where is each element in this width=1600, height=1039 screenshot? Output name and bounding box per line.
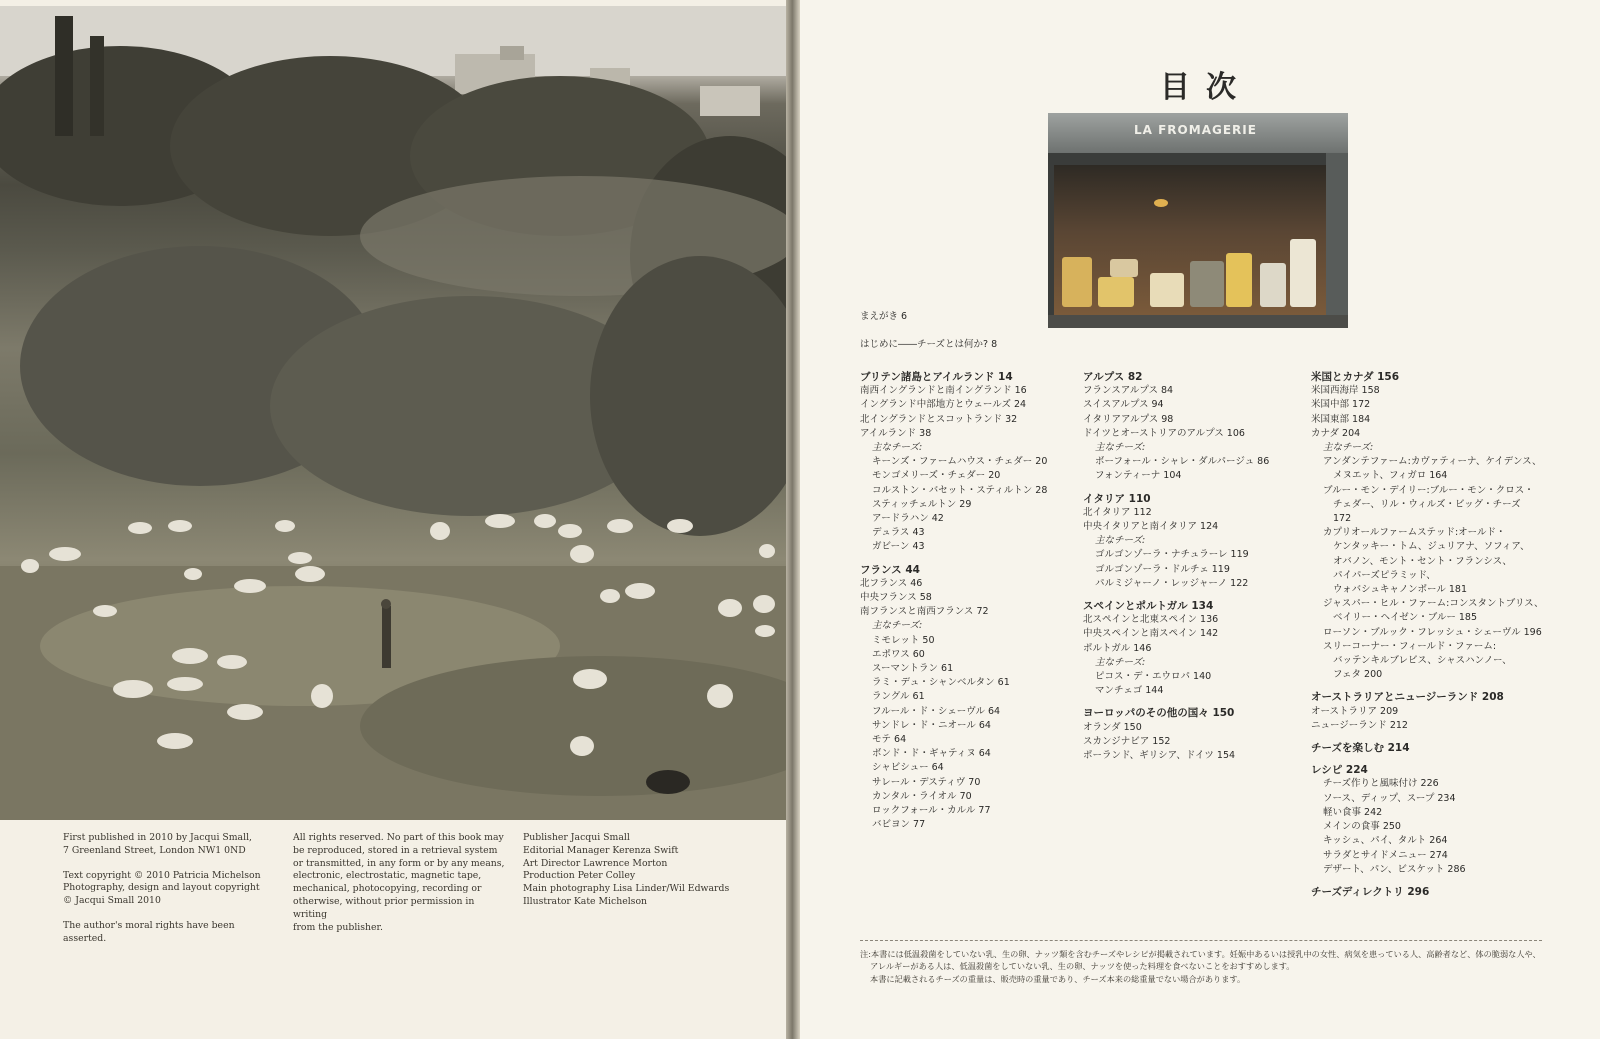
toc-entry[interactable]: カンタル・ライオル 70 — [872, 790, 972, 802]
credit-line: Text copyright © 2010 Patricia Michelson — [63, 869, 261, 881]
toc-entry[interactable]: 北フランス 46 — [860, 577, 923, 589]
toc-entry[interactable]: キーンズ・ファームハウス・チェダー 20 — [872, 456, 1048, 468]
cheese-shop-photo — [1048, 113, 1348, 328]
toc-section-heading[interactable]: イタリア 110 — [1083, 492, 1151, 505]
credit-line: Art Director Lawrence Morton — [523, 857, 668, 869]
credit-line: from the publisher. — [293, 921, 383, 933]
toc-entry[interactable]: ゴルゴンゾーラ・ドルチェ 119 — [1095, 563, 1230, 575]
toc-section-heading[interactable]: フランス 44 — [860, 563, 920, 576]
toc-entry[interactable]: メインの食事 250 — [1323, 821, 1401, 833]
credit-line: The author's moral rights have been asserted. — [63, 919, 235, 944]
toc-entry[interactable]: アンダンテファーム:カヴァティーナ、ケイデンス、 — [1323, 456, 1542, 468]
toc-section-heading[interactable]: チーズディレクトリ 296 — [1311, 885, 1430, 898]
toc-subheading: 主なチーズ: — [872, 442, 923, 454]
toc-subheading: 主なチーズ: — [1323, 442, 1374, 454]
shop-sill — [1048, 315, 1348, 328]
toc-entry[interactable]: エポワス 60 — [872, 648, 925, 660]
toc-entry[interactable]: ミモレット 50 — [872, 634, 935, 646]
toc-section-heading[interactable]: ヨーロッパのその他の国々 150 — [1083, 707, 1235, 720]
toc-entry[interactable]: アイルランド 38 — [860, 427, 932, 439]
toc-subheading: 主なチーズ: — [1095, 535, 1146, 547]
toc-entry[interactable]: ジャスパー・ヒル・ファーム:コンスタントブリス、 — [1323, 598, 1544, 610]
toc-entry[interactable]: パルミジャーノ・レッジャーノ 122 — [1095, 577, 1249, 589]
toc-section-heading[interactable]: スペインとポルトガル 134 — [1083, 600, 1214, 613]
toc-entry[interactable]: スイスアルプス 94 — [1083, 399, 1164, 411]
toc-entry[interactable]: イングランド中部地方とウェールズ 24 — [860, 399, 1027, 411]
toc-entry[interactable]: ウォバシュキャノンボール 181 — [1333, 584, 1468, 596]
toc-entry[interactable]: モテ 64 — [872, 734, 907, 746]
credit-line: or transmitted, in any form or by any means, — [293, 857, 505, 869]
toc-entry[interactable]: フォンティーナ 104 — [1095, 470, 1182, 482]
credit-line: Publisher Jacqui Small — [523, 832, 630, 843]
credits-rights — [293, 832, 505, 934]
toc-entry[interactable]: ベイリー・ヘイゼン・ブルー 185 — [1333, 612, 1477, 624]
toc-entry[interactable]: キッシュ、パイ、タルト 264 — [1323, 835, 1448, 847]
toc-entry[interactable]: シャビシュー 64 — [872, 762, 944, 774]
toc-subheading: 主なチーズ: — [1095, 656, 1146, 668]
toc-entry[interactable]: チェダー、リル・ウィルズ・ビッグ・チーズ — [1333, 498, 1521, 510]
notes-divider — [860, 940, 1542, 941]
toc-entry[interactable]: 172 — [1333, 513, 1352, 525]
toc-entry[interactable]: アードラハン 42 — [872, 513, 944, 525]
toc-entry[interactable]: 南フランスと南西フランス 72 — [860, 606, 989, 618]
toc-entry[interactable]: 中央イタリアと南イタリア 124 — [1083, 521, 1219, 533]
right-page — [800, 0, 1600, 1039]
toc-section-heading[interactable]: アルプス 82 — [1083, 371, 1143, 383]
toc-entry[interactable]: モンゴメリーズ・チェダー 20 — [872, 470, 1001, 482]
book-gutter — [786, 0, 800, 1039]
toc-entry[interactable]: フルール・ド・シェーヴル 64 — [872, 705, 1001, 717]
credit-line: First published in 2010 by Jacqui Small, — [63, 832, 252, 843]
toc-entry[interactable]: ラミ・デュ・シャンベルタン 61 — [872, 677, 1010, 689]
credit-line: Photography, design and layout copyright — [63, 882, 260, 894]
credit-line: All rights reserved. No part of this book may — [293, 832, 504, 843]
toc-entry[interactable]: ローソン・ブルック・フレッシュ・シェーヴル 196 — [1323, 626, 1542, 638]
toc-entry[interactable]: サラダとサイドメニュー 274 — [1323, 849, 1448, 861]
note-line: 本書に記載されるチーズの重量は、販売時の重量であり、チーズ本来の総重量でない場合があります。 — [870, 973, 1246, 984]
credits-publication — [63, 832, 273, 946]
toc-subheading: 主なチーズ: — [872, 620, 923, 632]
toc-entry[interactable]: ポーランド、ギリシア、ドイツ 154 — [1083, 750, 1236, 762]
shop-frame — [1326, 153, 1348, 328]
toc-entry[interactable]: ポルトガル 146 — [1083, 642, 1152, 654]
toc-entry[interactable]: フランスアルプス 84 — [1083, 385, 1174, 397]
shop-window — [1054, 165, 1326, 315]
toc-entry[interactable]: サレール・デスティヴ 70 — [872, 776, 981, 788]
toc-entry[interactable]: 北スペインと北東スペイン 136 — [1083, 614, 1219, 626]
toc-entry[interactable]: ソース、ディップ、スープ 234 — [1323, 792, 1456, 804]
toc-entry[interactable]: ピコス・デ・エウロパ 140 — [1095, 671, 1212, 683]
toc-entry[interactable]: メヌエット、フィガロ 164 — [1333, 470, 1448, 482]
toc-entry[interactable]: ガビーン 43 — [872, 541, 925, 553]
toc-entry[interactable]: カプリオールファームステッド:オールド・ — [1323, 527, 1506, 539]
toc-section-heading[interactable]: 米国とカナダ 156 — [1311, 371, 1400, 383]
credit-line: be reproduced, stored in a retrieval system — [293, 844, 498, 856]
toc-section-heading[interactable]: チーズを楽しむ 214 — [1311, 742, 1410, 755]
toc-entry[interactable]: カナダ 204 — [1311, 427, 1361, 439]
toc-subheading: 主なチーズ: — [1095, 442, 1146, 454]
sheep-pasture-illustration — [0, 6, 790, 820]
toc-entry[interactable]: ボーフォール・シャレ・ダルパージュ 86 — [1095, 456, 1270, 468]
toc-entry[interactable]: マンチェゴ 144 — [1095, 685, 1164, 697]
toc-entry[interactable]: コルストン・バセット・スティルトン 28 — [872, 484, 1048, 496]
toc-column-1 — [860, 370, 1075, 833]
toc-entry[interactable]: スカンジナビア 152 — [1083, 735, 1171, 747]
toc-entry[interactable]: イタリアアルプス 98 — [1083, 413, 1174, 425]
note-line: 注:本書には低温殺菌をしていない乳、生の卵、ナッツ類を含むチーズやレシピが掲載されています。妊娠中あるいは授乳中の女性、病気を患っている人、高齢者など、体の脆弱な人や、 — [860, 949, 1541, 959]
toc-entry[interactable]: オーストラリア 209 — [1311, 705, 1399, 717]
toc-entry[interactable]: チーズ作りと風味付け 226 — [1323, 778, 1439, 790]
note-line: アレルギーがある人は、低温殺菌をしていない乳、生の卵、ナッツを使った料理を食べないことをおすすめします。 — [870, 961, 1295, 972]
toc-entry[interactable]: 南西イングランドと南イングランド 16 — [860, 385, 1027, 397]
toc-entry[interactable]: スティッチェルトン 29 — [872, 498, 972, 510]
credit-line: otherwise, without prior permission in writing — [293, 895, 475, 920]
toc-entry[interactable]: デュラス 43 — [872, 527, 925, 539]
toc-column-2 — [1083, 370, 1298, 763]
toc-intro[interactable]: はじめに――チーズとは何か? 8 — [860, 339, 998, 350]
toc-entry[interactable]: 中央フランス 58 — [860, 592, 932, 604]
toc-entry[interactable]: ロックフォール・カルル 77 — [872, 805, 991, 817]
toc-section-heading[interactable]: ブリテン諸島とアイルランド 14 — [860, 371, 1013, 383]
toc-entry[interactable]: ケンタッキー・トム、ジュリアナ、ソフィア、 — [1333, 541, 1530, 553]
toc-notes — [860, 948, 1550, 985]
shop-sign-text: LA FROMAGERIE — [1134, 123, 1257, 137]
toc-section-heading[interactable]: オーストラリアとニュージーランド 208 — [1311, 691, 1504, 704]
landscape-photo — [0, 6, 790, 820]
toc-entry[interactable]: バッテンキルブレビス、シャスハンノー、 — [1333, 655, 1512, 667]
toc-entry[interactable]: 北イングランドとスコットランド 32 — [860, 413, 1018, 425]
toc-entry[interactable]: 米国西海岸 158 — [1311, 385, 1380, 397]
toc-entry[interactable]: デザート、パン、ビスケット 286 — [1323, 863, 1466, 875]
credits-staff — [523, 832, 753, 909]
toc-entry[interactable]: スーマントラン 61 — [872, 663, 954, 675]
toc-entry[interactable]: ゴルゴンゾーラ・ナチュラーレ 119 — [1095, 549, 1249, 561]
toc-entry[interactable]: パイパーズピラミッド、 — [1333, 569, 1436, 581]
toc-entry[interactable]: フェタ 200 — [1333, 669, 1383, 681]
toc-preface[interactable]: まえがき 6 — [860, 311, 908, 322]
credit-line: Illustrator Kate Michelson — [523, 895, 648, 907]
toc-entry[interactable]: スリーコーナー・フィールド・ファーム: — [1323, 640, 1497, 652]
toc-entry[interactable]: ブルー・モン・デイリー:ブルー・モン・クロス・ — [1323, 484, 1534, 496]
credit-line: Main photography Lisa Linder/Wil Edwards — [523, 883, 730, 895]
toc-entry[interactable]: ニュージーランド 212 — [1311, 719, 1408, 731]
credit-line: mechanical, photocopying, recording or — [293, 883, 482, 895]
credit-line: © Jacqui Small 2010 — [63, 895, 161, 907]
toc-entry[interactable]: 軽い食事 242 — [1323, 806, 1383, 818]
toc-title: 目次 — [1160, 70, 1252, 105]
toc-entry[interactable]: 米国中部 172 — [1311, 399, 1371, 411]
toc-entry[interactable]: 北イタリア 112 — [1083, 506, 1152, 518]
credit-line: electronic, electrostatic, magnetic tape, — [293, 870, 482, 882]
credit-line: Editorial Manager Kerenza Swift — [523, 844, 679, 856]
toc-entry[interactable]: ラングル 61 — [872, 691, 925, 703]
credit-line: 7 Greenland Street, London NW1 0ND — [63, 844, 246, 856]
toc-section-heading[interactable]: レシピ 224 — [1311, 764, 1368, 777]
toc-entry[interactable]: 米国東部 184 — [1311, 413, 1371, 425]
credit-line: Production Peter Colley — [523, 870, 636, 882]
toc-entry[interactable]: ボンド・ド・ギャティヌ 64 — [872, 748, 991, 760]
toc-entry[interactable]: バビヨン 77 — [872, 819, 926, 831]
toc-column-3 — [1311, 370, 1543, 899]
toc-entry[interactable]: サンドレ・ド・ニオール 64 — [872, 719, 991, 731]
toc-entry[interactable]: ドイツとオーストリアのアルプス 106 — [1083, 427, 1245, 439]
left-page — [0, 0, 790, 1039]
toc-entry[interactable]: 中央スペインと南スペイン 142 — [1083, 628, 1219, 640]
toc-entry[interactable]: オバノン、モント・セント・フランシス、 — [1333, 555, 1512, 567]
toc-entry[interactable]: オランダ 150 — [1083, 721, 1142, 733]
